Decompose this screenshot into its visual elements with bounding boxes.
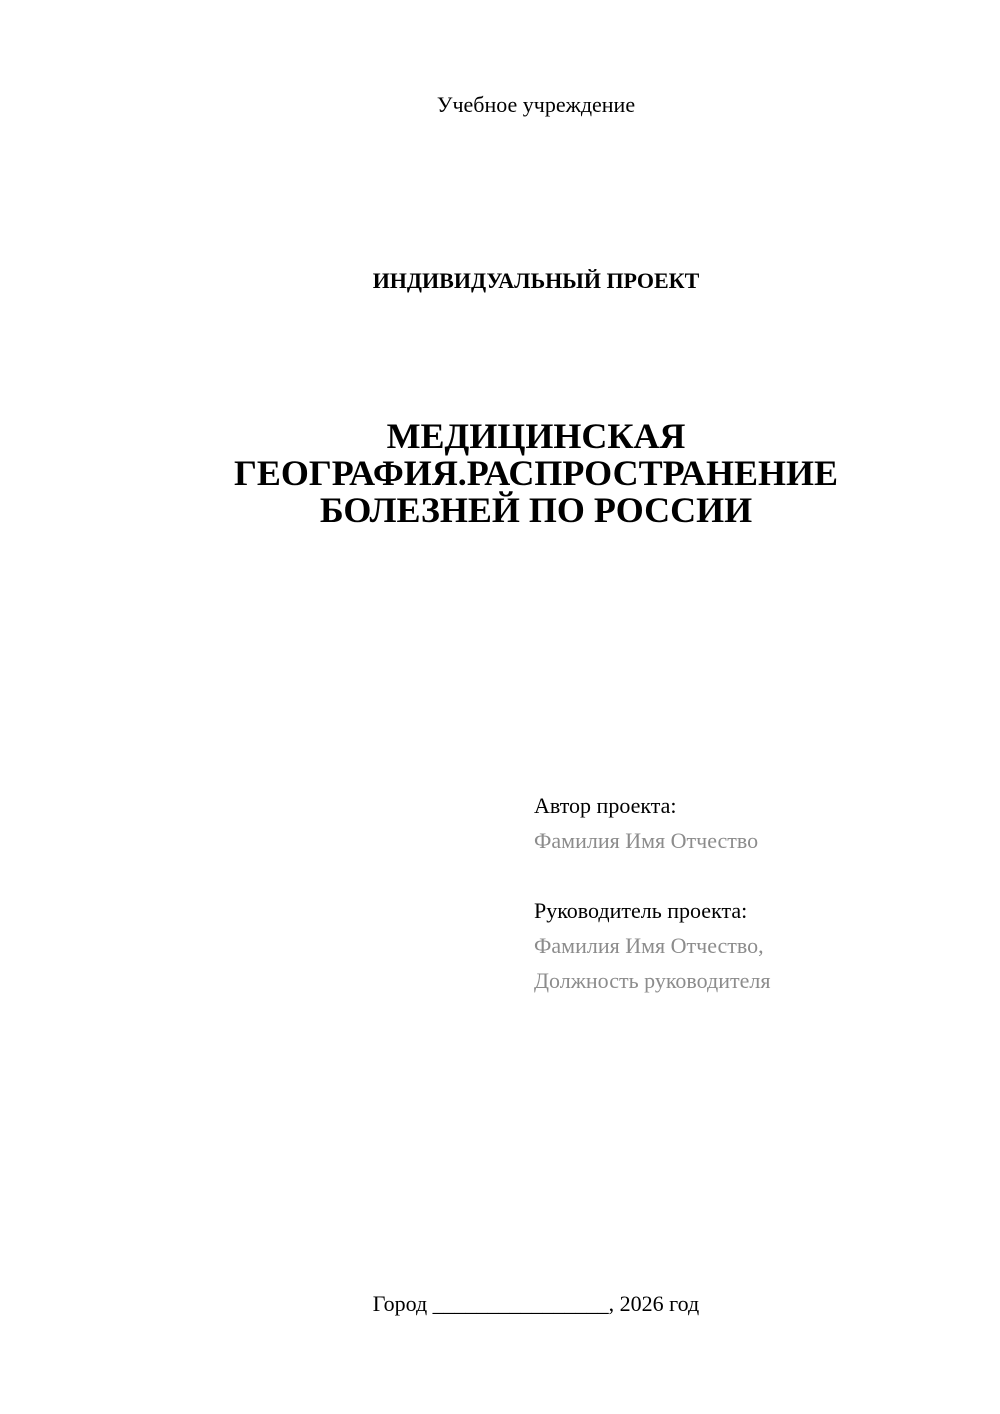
author-name: Фамилия Имя Отчество	[534, 828, 759, 853]
document-type: ИНДИВИДУАЛЬНЫЙ ПРОЕКТ	[372, 268, 700, 293]
project-title-line-2: ГЕОГРАФИЯ.РАСПРОСТРАНЕНИЕ	[233, 453, 839, 493]
author-block	[534, 788, 974, 858]
project-title	[136, 418, 936, 529]
project-title-line-1: МЕДИЦИНСКАЯ	[386, 416, 686, 456]
supervisor-position: Должность руководителя	[534, 968, 771, 993]
supervisor-name: Фамилия Имя Отчество,	[534, 933, 764, 958]
city-year-line: Город ________________, 2026 год	[372, 1291, 700, 1316]
supervisor-label: Руководитель проекта:	[534, 898, 748, 923]
project-title-line-3: БОЛЕЗНЕЙ ПО РОССИИ	[319, 490, 753, 530]
institution-name: Учебное учреждение	[436, 92, 636, 117]
author-label: Автор проекта:	[534, 793, 677, 818]
supervisor-block	[534, 893, 974, 998]
